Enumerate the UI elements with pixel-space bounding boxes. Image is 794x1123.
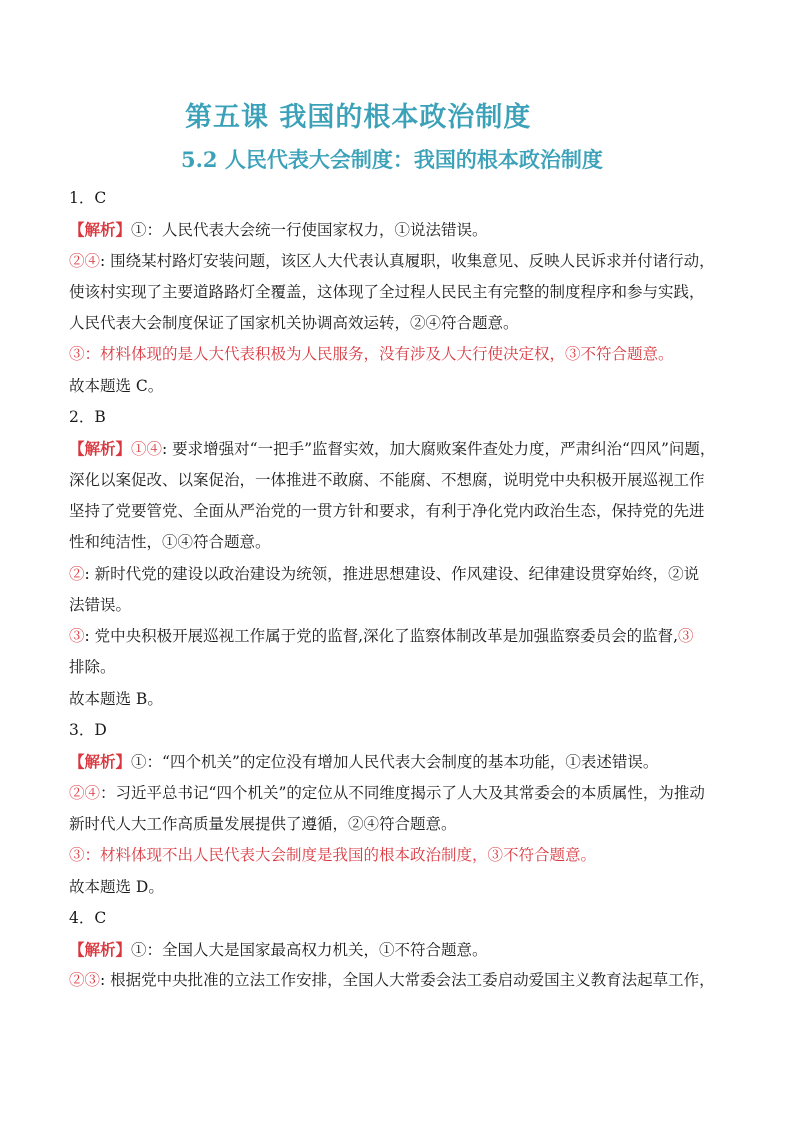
analysis-line: ②③: 根据党中央批准的立法工作安排，全国人大常委会法工委启动爱国主义教育法起草工作， [69,971,715,990]
option-marker: ③ [69,627,85,646]
question-number: 2．B [69,408,106,427]
option-marker: ②④ [69,251,101,270]
analysis-line: ③: 党中央积极开展巡视工作属于党的监督,深化了监察体制改革是加强监察委员会的监督,③ [69,627,694,646]
analysis-line-highlight: ③：材料体现不出人民代表大会制度是我国的根本政治制度，③不符合题意。 [69,846,597,865]
analysis-line: ②: 新时代党的建设以政治建设为统领，推进思想建设、作风建设、纪律建设贯穿始终，②说 [69,564,700,583]
analysis-line: ②④: 围绕某村路灯安装问题，该区人大代表认真履职，收集意见、反映人民诉求并付诸行动， [69,251,715,270]
analysis-line: 性和纯洁性，①④符合题意。 [69,533,271,552]
analysis-label: 【解析】 [69,940,132,960]
question-number: 4．C [69,908,107,927]
analysis-label: 【解析】 [69,752,132,772]
question-number: 1．C [69,189,107,207]
analysis-line: 【解析】①④: 要求增强对“一把手”监督实效，加大腐败案件查处力度，严肃纠治“四风”问题， [69,439,716,459]
answer-conclusion: 故本题选 C。 [69,376,164,395]
answer-conclusion: 故本题选 B。 [69,689,163,708]
option-marker: ② [69,564,85,583]
option-marker: ③ [678,627,694,646]
analysis-label: 【解析】 [69,220,132,240]
analysis-line: 排除。 [69,658,116,677]
answer-content [69,183,729,997]
analysis-line: 【解析】①：全国人大是国家最高权力机关，①不符合题意。 [69,940,488,960]
option-marker: ①④ [131,440,163,459]
analysis-line: 深化以案促改、以案促治，一体推进不敢腐、不能腐、不想腐，说明党中央积极开展巡视工作 [69,470,705,489]
analysis-label: 【解析】 [69,439,132,459]
analysis-line: 坚持了党要管党、全面从严治党的一贯方针和要求，有利于净化党内政治生态，保持党的先进 [69,501,705,520]
analysis-line: 新时代人大工作高质量发展提供了遵循，②④符合题意。 [69,814,457,833]
analysis-line: 【解析】①：人民代表大会统一行使国家权力，①说法错误。 [69,220,488,240]
analysis-line: ②④：习近平总书记“四个机关”的定位从不同维度揭示了人大及其常委会的本质属性，为推动 [69,783,705,802]
lesson-title: 第五课 我国的根本政治制度 [185,102,532,133]
option-marker: ②④ [69,783,101,802]
analysis-line: 人民代表大会制度保证了国家机关协调高效运转，②④符合题意。 [69,314,519,333]
answer-conclusion: 故本题选 D。 [69,877,164,896]
option-marker: ②③ [69,971,101,990]
analysis-line: 法错误。 [69,595,132,614]
question-number: 3．D [69,721,107,740]
analysis-line-highlight: ③：材料体现的是人大代表积极为人民服务，没有涉及人大行使决定权，③不符合题意。 [69,345,674,364]
analysis-line: 使该村实现了主要道路路灯全覆盖，这体现了全过程人民民主有完整的制度程序和参与实践， [69,282,705,301]
analysis-line: 【解析】①：“四个机关”的定位没有增加人民代表大会制度的基本功能，①表述错误。 [69,752,659,772]
section-subtitle: 5.2 人民代表大会制度：我国的根本政治制度 [181,147,603,172]
